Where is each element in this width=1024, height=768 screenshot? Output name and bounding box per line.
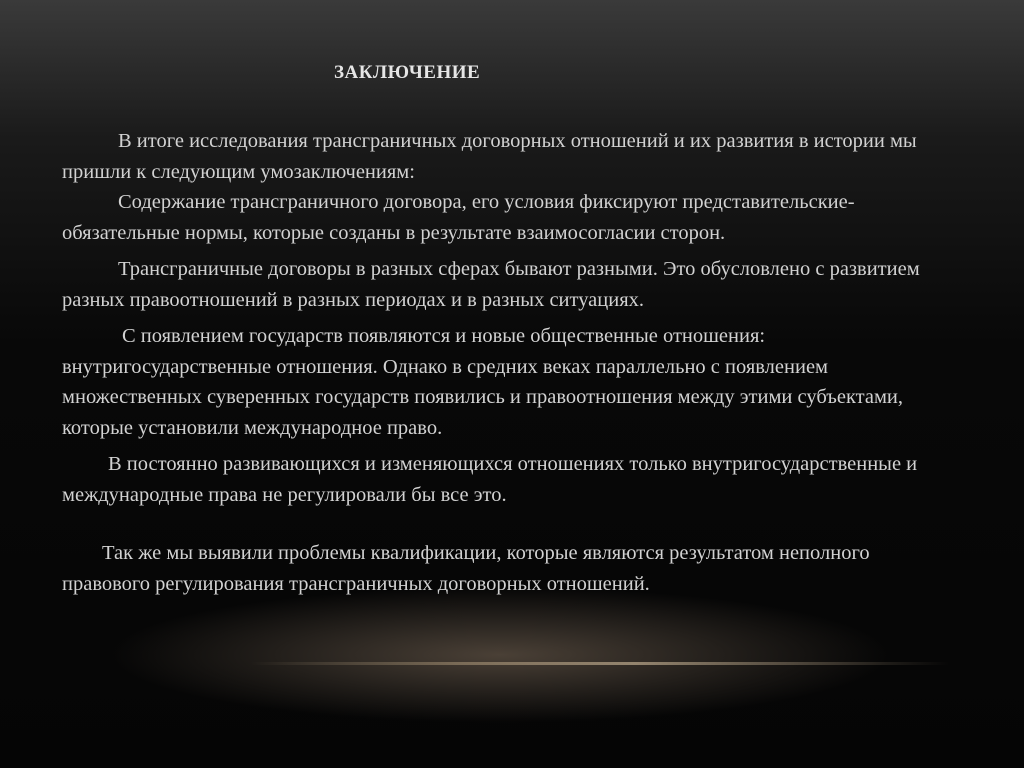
slide-body [62, 126, 962, 599]
paragraph-contract-spheres: Трансграничные договоры в разных сферах бывают разными. Это обусловлено с развитием разных правоотношений в разных периодах и в разных ситуациях. [62, 258, 920, 311]
decorative-glow-line [250, 662, 950, 665]
paragraph-qualification-problems: Так же мы выявили проблемы квалификации, которые являются результатом неполного правового регулирования трансграничных договорных отношений. [62, 542, 870, 595]
paragraph-regulation: В постоянно развивающихся и изменяющихся отношениях только внутригосударственные и международные права не регулировали бы все это. [62, 453, 918, 506]
paragraph-intro: В итоге исследования трансграничных договорных отношений и их развития в истории мы пришли к следующим умозаключениям: [62, 130, 917, 183]
slide-title: ЗАКЛЮЧЕНИЕ [334, 62, 481, 83]
paragraph-states-emergence: С появлением государств появляются и новые общественные отношения: внутригосударственные отношения. Однако в средних веках параллельно с появлением множественных суверенных государств появились и правоотношения между этими субъектами, которые установили международное право. [62, 325, 904, 439]
paragraph-contract-content: Содержание трансграничного договора, его условия фиксируют представительские-обязательные нормы, которые созданы в результате взаимосогласии сторон. [62, 191, 855, 244]
